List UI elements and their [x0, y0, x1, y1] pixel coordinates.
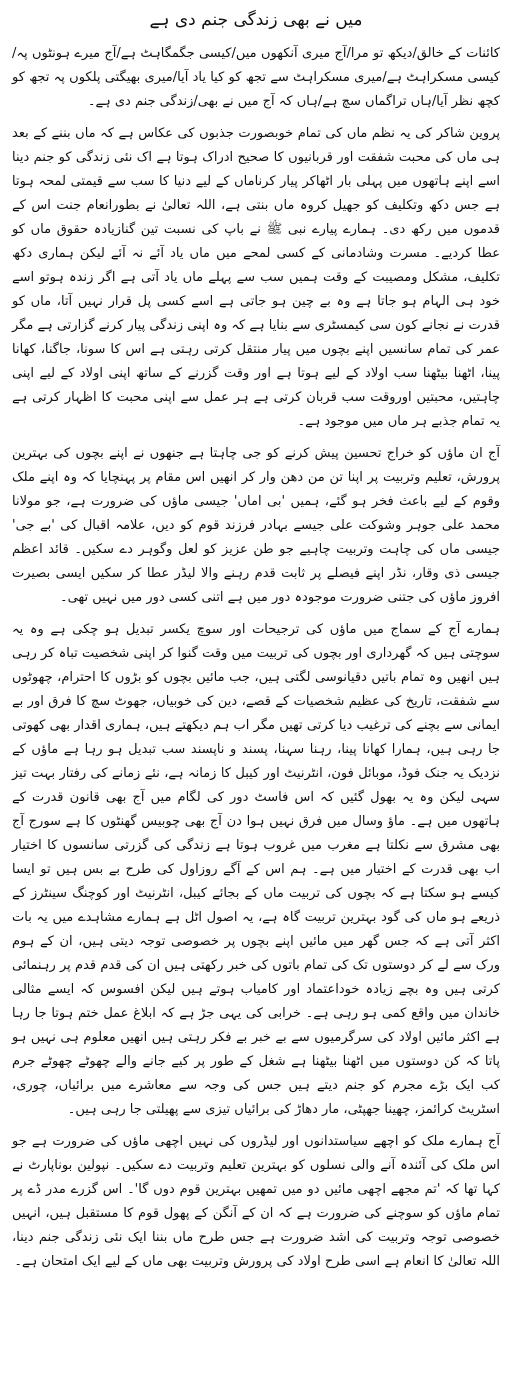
article-paragraph: کائنات کے خالق/دیکھ تو مرا/آج میری آنکھوں میں/کیسی جگمگاہٹ ہے/آج میرے ہونٹوں پہ/کیسی مسکراہٹ ہے/میری مسکراہٹ سے تجھ کو کیا یاد آیا/میری بھیگتی پلکوں پہ تجھ کو کچھ نظر آیا/ہاں تراگماں سچ ہے/ہاں کہ آج میں نے بھی/زندگی جنم دی ہے۔	[12, 46, 500, 109]
article-paragraph: آج ہمارے ملک کو اچھے سیاستدانوں اور لیڈروں کی نہیں اچھی ماؤں کی ضرورت ہے جو اس ملک کی آئندہ آنے والی نسلوں کو بہترین تعلیم وتربیت دے سکیں۔ نپولین بوناپارٹ نے کہا تھا کہ 'تم مجھے اچھی مائیں دو میں تمھیں بہترین قوم دوں گا'۔ اس گزرے مدر ڈے پر تمام ماؤں کو سوچنے کی ضرورت ہے کہ ان کے آنگن کے پھول قوم کا مستقبل ہیں، انہیں خصوصی توجہ وتربیت کی اشد ضرورت ہے جس طرح ماں بننا ایک نئی زندگی جنم دینا، اللہ تعالیٰ کا انعام ہے اسی طرح اولاد کی پرورش وتربیت بھی ماں کے لیے ایک امتحان ہے۔	[12, 1134, 500, 1269]
article-paragraph: ہمارے آج کے سماج میں ماؤں کی ترجیحات اور سوچ یکسر تبدیل ہو چکی ہے وہ یہ سوچتی ہیں کہ گھرداری اور بچوں کی تربیت میں وقت گنوا کر اپنی شخصیت تباہ کر رہی ہیں انھیں وہ تمام باتیں دقیانوسی لگتی ہیں، جب مائیں بچوں کو بڑوں کا احترام، چھوٹوں سے شفقت، تاریخ کی عظیم شخصیات کے قصے، دین کی خوبیاں، جھوٹ سچ کا فرق اور بے ایمانی سے بچنے کی ترغیب دیا کرتی تھیں مگر اب ہم دیکھتے ہیں، ہماری اقدار بھی کھوتی جا رہی ہیں، ہمارا کھانا پینا، رہنا سہنا، پسند و ناپسند سب تبدیل ہو رہا ہے ماؤں کے نزدیک یہ جنک فوڈ، موبائل فون، انٹرنیٹ اور کیبل کا زمانہ ہے، نئے زمانے کی رفتار بہت تیز سہی لیکن وہ یہ بھول گئیں کہ اس فاسٹ دور کی لگام میں آج بھی قانون قدرت کے ہاتھوں میں ہے۔ ماؤ وسال میں فرق نہیں ہوا دن آج بھی چوبیس گھنٹوں کا ہے سورج آج بھی مشرق سے نکلتا ہے مغرب میں غروب ہوتا ہے زندگی کی گزرتی سانسوں کا اختیار اب بھی قدرت کے اختیار میں ہے۔ ہم اس کے آگے روزاول کی طرح بے بس ہیں تو ایسا کیسے ہو سکتا ہے کہ بچوں کی تربیت ماں کے بجائے کیبل، انٹرنیٹ اور کوچنگ سینٹرز کے ذریعے ہو ماں کی گود بہترین تربیت گاہ ہے، یہ اصول اٹل ہے ہمارے مشاہدے میں یہ بات اکثر آتی ہے کہ جس گھر میں مائیں اپنے بچوں پر خصوصی توجہ دیتی ہیں، ان کے ہوم ورک سے لے کر دوستوں تک کی تمام باتوں کی خبر رکھتی ہیں ان کی قدم قدم پر رہنمائی کرتی ہیں وہ بچے زیادہ خوداعتماد اور کامیاب ہوتے ہیں لیکن افسوس کہ ایسے مثالی خاندان میں واقع کمی ہو رہی ہے۔ خرابی کی یہی جڑ ہے کہ ابلاغ عمل ختم ہوتا جا رہا ہے اکثر مائیں اولاد کی سرگرمیوں سے بے خبر بے فکر رہتی ہیں انھیں معلوم ہی نہیں ہو پاتا کہ کن دوستوں میں اٹھنا بیٹھنا ہے شغل کے طور پر کیے جانے والے چھوٹے چھوٹے جرم کب ایک بڑے مجرم کو جنم دیتے ہیں جس کی وجہ سے معاشرے میں برائیاں، چوری، اسٹریٹ کرائمز، چھینا جھپٹی، مار دھاڑ کی برائیاں تیزی سے پھیلتی جا رہی ہیں۔	[12, 622, 500, 1117]
article-paragraph: پروین شاکر کی یہ نظم ماں کی تمام خوبصورت جذبوں کی عکاس ہے کہ ماں بننے کے بعد ہی ماں کی محبت شفقت اور قربانیوں کا صحیح ادراک ہوتا ہے اک نئی زندگی کو جنم دینا اسے اپنے ہاتھوں میں پہلی بار اٹھاکر پیار کرناماں کے لیے دنیا کا سب سے قیمتی لمحہ ہوتا ہے جس دکھ وتکلیف کو جھیل کروہ ماں بنتی ہے، اللہ تعالیٰ نے بطورانعام جنت اس کے قدموں میں رکھ دی۔ ہمارے پیارے نبی ﷺ نے باپ کی نسبت تین گنازیادہ حقوق ماں کو عطا کردیے۔ مسرت وشادمانی کے کسی لمحے میں ماں یاد آئے نہ آئے لیکن ہماری دکھ تکلیف، مشکل ومصیبت کے وقت ہمیں سب سے پہلے ماں یاد آتی ہے اگر زندہ ہوتو اسے خود ہی الہام ہو جاتا ہے وہ بے چین ہو جاتی ہے اسے کسی پل قرار نہیں آتا، ماں کو قدرت نے نجانے کون سی کیمسٹری سے بنایا ہے کہ وہ اپنی زندگی پیار کرنے گزارتی ہے مگر عمر کی تمام سانسیں اپنے بچوں میں پیار منتقل کرتی رہتی ہے اس کا سونا، جاگنا، کھانا پینا، اٹھنا بیٹھنا سب اولاد کے لیے ہوتا ہے اور وقت گزرنے کے ساتھ اپنی اولاد کے لیے اپنی چاہتیں، محبتیں اوروقت سب قربان کرتی ہے ہر عمل سے اپنی محبت کا اظہار کرتی ہے یہ تمام جذبے ہر ماں میں موجود ہے۔	[12, 126, 500, 429]
article-headline: میں نے بھی زندگی جنم دی ہے	[149, 10, 363, 30]
article-paragraph: آج ان ماؤں کو خراج تحسین پیش کرنے کو جی چاہتا ہے جنھوں نے اپنے بچوں کی بہترین پرورش، تعلیم وتربیت پر اپنا تن من دھن وار کر انھیں اس مقام پر پہنچایا کہ وہ اپنے ملک وقوم کے لیے باعث فخر ہو گئے، ہمیں 'بی اماں' جیسی ماؤں کی ضرورت ہے، جو مولانا محمد علی جوہر وشوکت علی جیسے بہادر فرزند قوم کو دیں، علامہ اقبال کی 'بے جی' جیسی ماں کی چاہت وتربیت چاہیے جو طن عزیز کو لعل وگوہر دے سکیں۔ قائد اعظم جیسی ذی وقار، نڈر اپنے فیصلے پر ثابت قدم رہنے والا لیڈر عطا کر سکیں ایسی بصیرت افروز ماؤں کی جتنی ضرورت موجودہ دور میں ہے اتنی کسی دور میں نہیں تھی۔	[12, 446, 500, 605]
